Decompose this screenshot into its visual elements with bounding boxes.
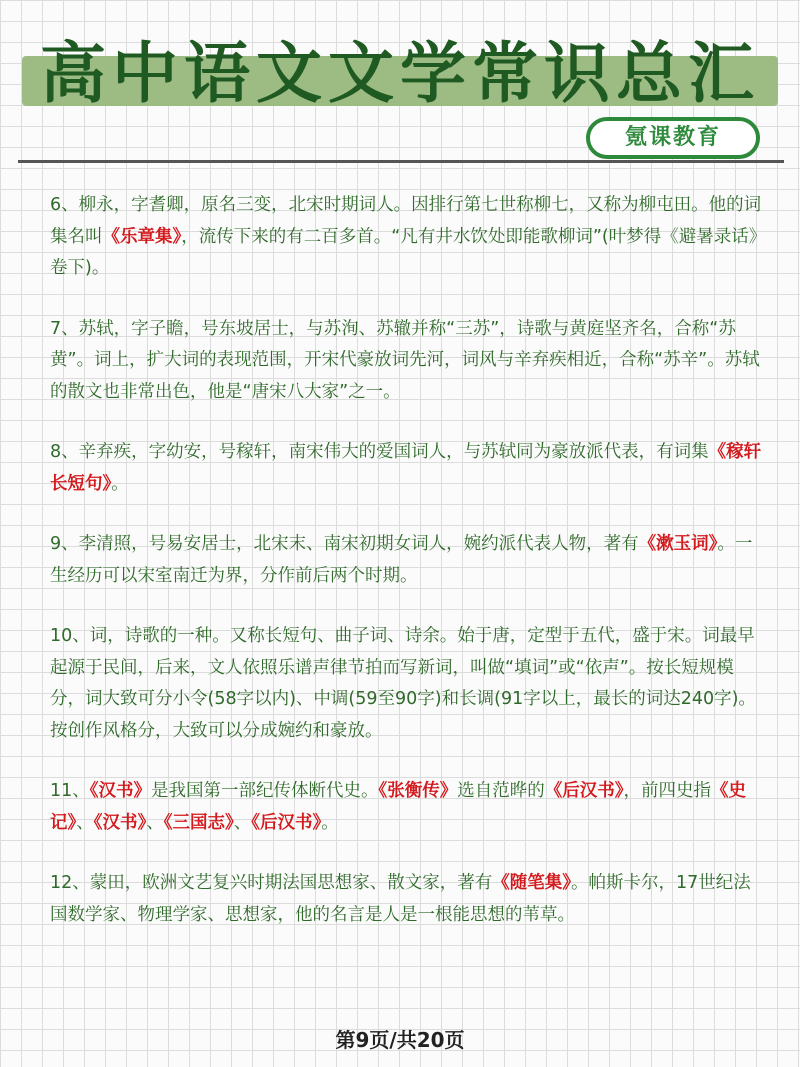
paragraph-text: 。帕斯卡尔，17世纪法国数学家、物理学家、思想家，他的名言是人是一根能思想的苇草。 — [50, 873, 751, 925]
paragraph-text: 10、词，诗歌的一种。又称长短句、曲子词、诗余。始于唐，定型于五代，盛于宋。词最早起源于民间，后来，文人依照乐谱声律节拍而写新词，叫做“填词”或“依声”。按长短规模分，词大致可分小令(58字以内)、中调(59至90字)和长调(91字以上，最长的词达240字)。按创作风格分，大致可以分成婉约和豪放。 — [50, 626, 756, 741]
paragraph-text: ，流传下来的有二百多首。“凡有井水饮处即能歌柳词”(叶梦得《避暑录话》卷下)。 — [50, 226, 758, 278]
paragraph-text: ，前四史指 — [623, 781, 712, 801]
paragraph-text: 11、 — [50, 781, 90, 801]
book-title-highlight: 《乐章集》 — [102, 226, 182, 247]
paragraph — [50, 529, 764, 592]
brand-badge: 氪课教育 — [586, 117, 760, 159]
paragraph — [50, 868, 764, 931]
paragraph-text: 6、柳永，字耆卿，原名三变，北宋时期词人。因排行第七世称柳七，又称为柳屯田。他的词集名叫 — [50, 195, 762, 247]
content-body — [50, 190, 764, 960]
paragraph-text: 、 — [233, 812, 252, 833]
book-title-highlight: 《张衡传》 — [378, 781, 458, 801]
paragraph-text: 。一生经历可以宋室南迁为界，分作前后两个时期。 — [50, 534, 753, 586]
book-title-highlight: 《漱玉词》 — [638, 534, 718, 554]
book-title-highlight: 《史记》 — [50, 781, 747, 833]
paragraph — [50, 776, 764, 839]
book-title-highlight: 《后汉书》 — [544, 781, 624, 801]
paragraph-text: 8、辛弃疾，字幼安，号稼轩，南宋伟大的爱国词人，与苏轼同为豪放派代表，有词集 — [50, 442, 709, 462]
page-title: 高中语文文学常识总汇 — [40, 34, 760, 112]
paragraph-text: 、 — [146, 812, 164, 833]
paragraph — [50, 314, 764, 409]
paragraph-text: 是我国第一部纪传体断代史。 — [151, 781, 379, 801]
book-title-highlight: 《稼轩长短句》 — [50, 442, 762, 494]
book-title-highlight: 《汉书》 — [89, 781, 152, 801]
page-indicator: 第9页/共20页 — [335, 1028, 465, 1052]
paragraph-text: 12、蒙田，欧洲文艺复兴时期法国思想家、散文家，著有 — [50, 873, 493, 893]
paragraph-text: 。 — [111, 473, 129, 494]
paragraph — [50, 190, 764, 285]
paragraph-text: 、 — [76, 812, 94, 833]
header-divider — [18, 160, 784, 163]
paragraph-text: 选自范晔的 — [457, 781, 545, 801]
paragraph-text: 。 — [321, 812, 339, 833]
paragraph-text: 9、李清照，号易安居士，北宋末、南宋初期女词人，婉约派代表人物，著有 — [50, 534, 639, 554]
book-title-highlight: 《三国志》 — [163, 812, 234, 833]
book-title-highlight: 《随笔集》 — [492, 873, 572, 893]
paragraph — [50, 621, 764, 747]
paragraph — [50, 437, 764, 500]
book-title-highlight: 《汉书》 — [93, 812, 147, 833]
paragraph-text: 7、苏轼，字子瞻，号东坡居士，与苏洵、苏辙并称“三苏”，诗歌与黄庭坚齐名，合称“苏黄”。词上，扩大词的表现范围，开宋代豪放词先河，词风与辛弃疾相近，合称“苏辛”。苏轼的散文也非常出色，他是“唐宋八大家”之一。 — [50, 318, 760, 402]
book-title-highlight: 《后汉书》 — [251, 812, 322, 833]
